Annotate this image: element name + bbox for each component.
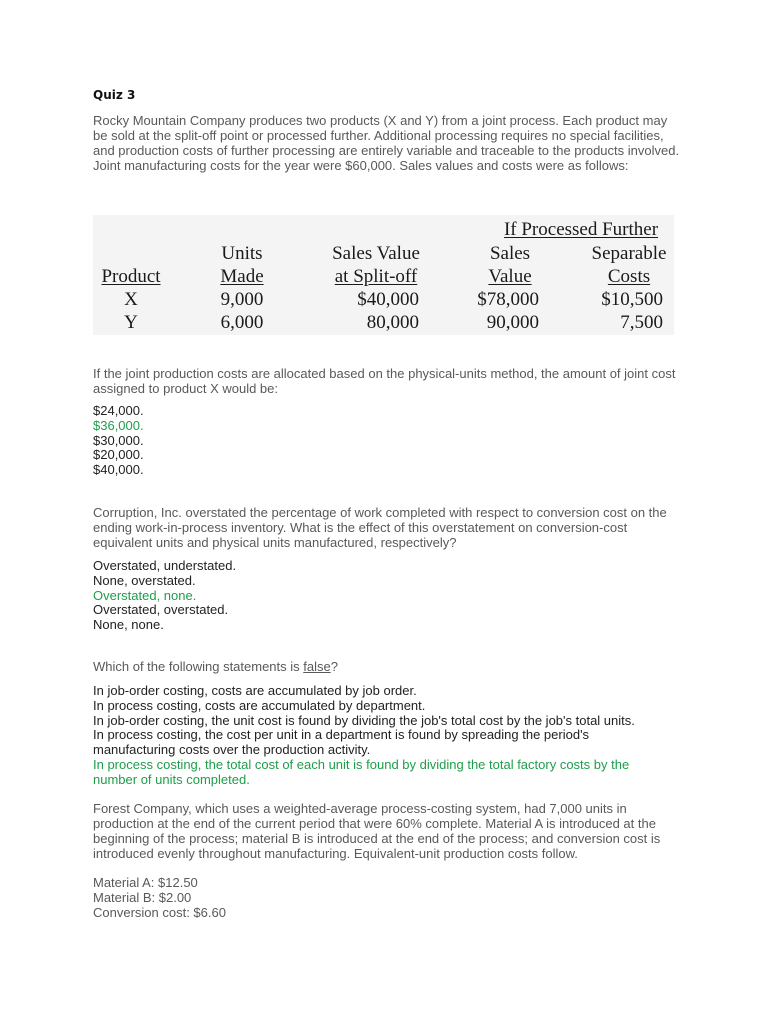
table-cell-units: 9,000: [220, 289, 264, 310]
table-header-sales-line1: Sales Value: [332, 243, 420, 264]
question-4-text: Forest Company, which uses a weighted-average process-costing system, had 7,000 units in production at the end of the current period that were 60% complete. Material A is introduced at the beginning of the process; material B is introduced at the end of the process; and conversion cost is introduced evenly throughout manufacturing. Equivalent-unit production costs follow.: [93, 801, 661, 861]
table-cell-separable-cost: $10,500: [601, 289, 663, 310]
answer-option: Overstated, understated.: [93, 558, 237, 573]
answer-option: None, none.: [93, 617, 164, 633]
question-3-options: [93, 684, 663, 788]
intro-paragraph: Rocky Mountain Company produces two products (X and Y) from a joint process. Each product may be sold at the split-off point or processed further. Additional processing requires no special facilities, and production costs of further processing are entirely variable and traceable to the products involved. Joint manufacturing costs for the year were $60,000. Sales values and costs were as follows:: [93, 113, 680, 173]
table-header-separable-line1: Separable: [591, 243, 667, 264]
table-header-units-line1: Units: [221, 243, 263, 264]
answer-option: In job-order costing, the unit cost is found by dividing the job's total cost by the job's total units.: [93, 712, 635, 728]
question-3-text: [93, 659, 685, 674]
question-2-text: Corruption, Inc. overstated the percentage of work completed with respect to conversion cost on the ending work-in-process inventory. What is the effect of this overstatement on conversion-cost equivalent units and physical units manufactured, respectively?: [93, 505, 667, 550]
table-group-header: If Processed Further: [503, 219, 659, 240]
answer-option: $24,000.: [93, 403, 144, 418]
table-cell-split-value: $40,000: [357, 289, 419, 310]
answer-option: In process costing, costs are accumulated by department.: [93, 697, 426, 713]
question-1-options: [93, 404, 693, 478]
cost-line: Material B: $2.00: [93, 889, 192, 905]
table-cell-separable-cost: 7,500: [620, 312, 663, 333]
question-3-underlined-word: false: [303, 659, 331, 674]
answer-option: $20,000.: [93, 447, 144, 463]
cost-line: Conversion cost: $6.60: [93, 904, 226, 920]
answer-option-correct: $36,000.: [93, 417, 144, 433]
table-header-units-line2: Made: [220, 266, 264, 287]
table-cell-product: Y: [124, 312, 138, 333]
table-header-further-sales-line2: Value: [488, 266, 532, 287]
answer-option: None, overstated.: [93, 572, 196, 588]
table-cell-further-sales: $78,000: [477, 289, 539, 310]
answer-option: $30,000.: [93, 432, 144, 448]
table-header-sales-line2: at Split-off: [334, 266, 418, 287]
table-header-product: Product: [101, 266, 161, 287]
answer-option: In process costing, the cost per unit in a department is found by spreading the period's manufacturing costs over the production activity.: [93, 727, 590, 758]
answer-option-correct: In process costing, the total cost of each unit is found by dividing the total factory costs by the number of units completed.: [93, 756, 630, 787]
sales-values-table: [93, 215, 674, 335]
answer-option-correct: Overstated, none.: [93, 587, 197, 603]
question-2-options: [93, 559, 693, 633]
answer-option: Overstated, overstated.: [93, 602, 229, 618]
cost-line: Material A: $12.50: [93, 875, 198, 890]
table-header-separable-line2: Costs: [607, 266, 651, 287]
question-3-text-start: Which of the following statements is: [93, 659, 304, 674]
question-4-costs: [93, 876, 693, 920]
table-header-further-sales-line1: Sales: [489, 243, 531, 264]
answer-option: In job-order costing, costs are accumulated by job order.: [93, 683, 417, 698]
question-1-text: If the joint production costs are allocated based on the physical-units method, the amount of joint cost assigned to product X would be:: [93, 366, 676, 396]
question-3-text-end: ?: [330, 659, 338, 674]
answer-option: $40,000.: [93, 462, 144, 478]
page-title: Quiz 3: [93, 88, 136, 102]
table-cell-split-value: 80,000: [366, 312, 419, 333]
table-cell-units: 6,000: [220, 312, 264, 333]
table-cell-further-sales: 90,000: [486, 312, 539, 333]
table-cell-product: X: [124, 289, 138, 310]
